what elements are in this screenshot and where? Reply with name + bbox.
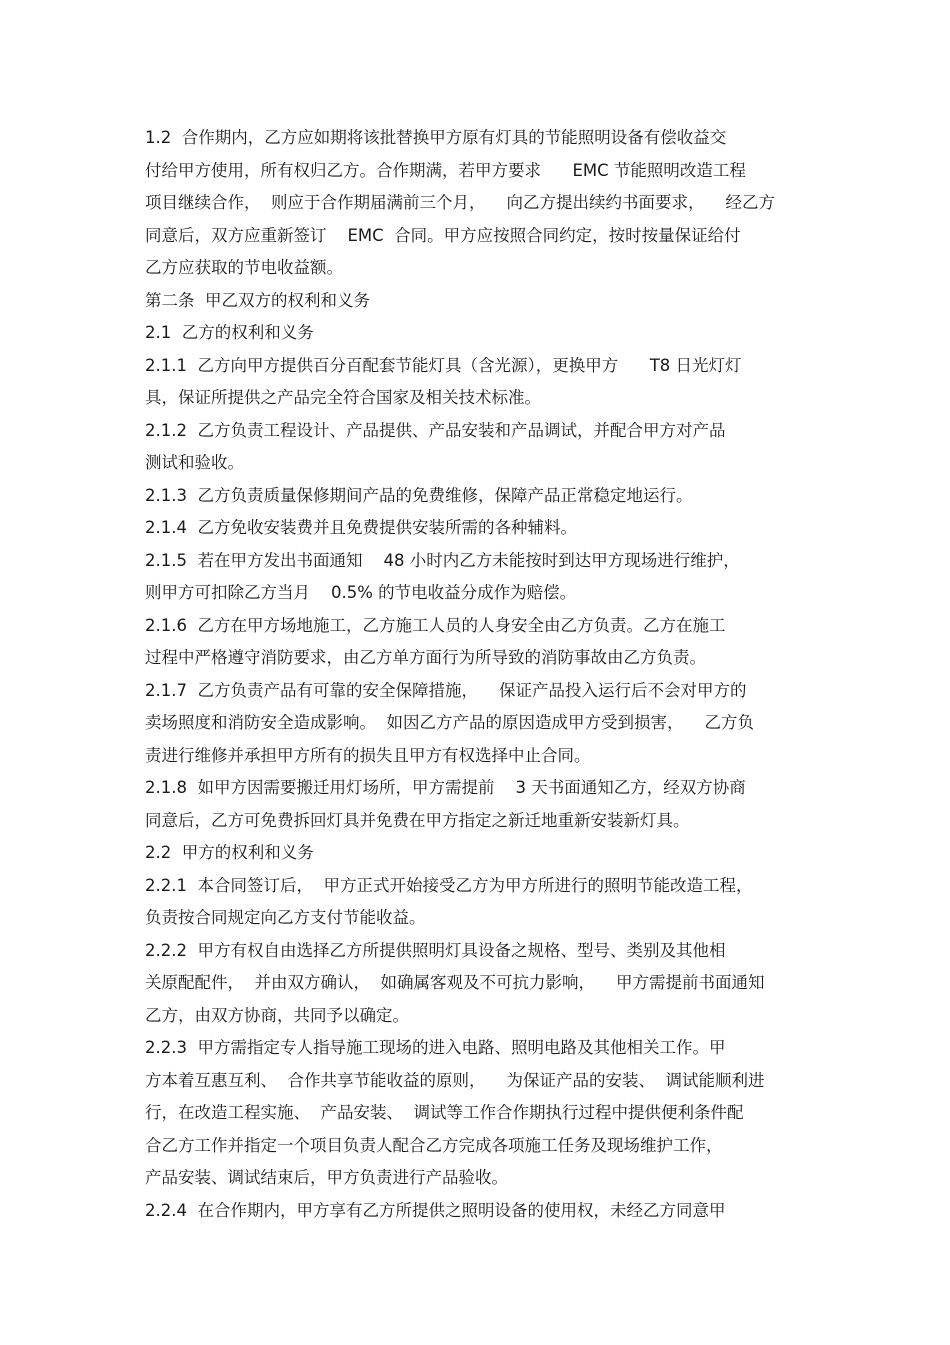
text-line: 行，在改造工程实施、 产品安装、 调试等工作合作期执行过程中提供便利条件配	[145, 1103, 744, 1122]
text-line: 1.2 合作期内，乙方应如期将该批替换甲方原有灯具的节能照明设备有偿收益交	[145, 128, 727, 147]
text-line: 2.1.2 乙方负责工程设计、产品提供、产品安装和产品调试，并配合甲方对产品	[145, 420, 726, 440]
text-line: 2.1.6 乙方在甲方场地施工，乙方施工人员的人身安全由乙方负责。乙方在施工	[145, 615, 726, 635]
text-line: 则甲方可扣除乙方当月 0.5% 的节电收益分成作为赔偿。	[145, 583, 577, 602]
text-line: 项目继续合作， 则应于合作期届满前三个月， 向乙方提出续约书面要求， 经乙方	[145, 193, 775, 212]
text-line: 2.1.1 乙方向甲方提供百分百配套节能灯具（含光源），更换甲方 T8 日光灯灯	[145, 355, 742, 375]
text-line: 2.2.3 甲方需指定专人指导施工现场的进入电路、照明电路及其他相关工作。甲	[145, 1038, 726, 1057]
text-line: 同意后，双方应重新签订 EMC 合同。甲方应按照合同约定，按时按量保证给付	[145, 225, 741, 245]
text-line: 2.2.2 甲方有权自由选择乙方所提供照明灯具设备之规格、型号、类别及其他相	[145, 940, 726, 960]
text-line: 2.2.4 在合作期内，甲方享有乙方所提供之照明设备的使用权，未经乙方同意甲	[145, 1200, 726, 1220]
text-line: 2.1.4 乙方免收安装费并且免费提供安装所需的各种辅料。	[145, 518, 577, 537]
section-heading: 第二条 甲乙双方的权利和义务	[145, 290, 370, 310]
text-line: 付给甲方使用，所有权归乙方。合作期满，若甲方要求 EMC 节能照明改造工程	[145, 160, 746, 180]
text-line: 产品安装、调试结束后，甲方负责进行产品验收。	[145, 1168, 508, 1187]
subsection-heading: 2.1 乙方的权利和义务	[145, 323, 314, 342]
text-line: 测试和验收。	[145, 453, 244, 472]
text-line: 责进行维修并承担甲方所有的损失且甲方有权选择中止合同。	[145, 745, 591, 765]
text-line: 2.1.8 如甲方因需要搬迁用灯场所，甲方需提前 3 天书面通知乙方，经双方协商	[145, 778, 746, 797]
text-line: 方本着互惠互利、 合作共享节能收益的原则， 为保证产品的安装、 调试能顺利进	[145, 1070, 765, 1090]
text-line: 2.2.1 本合同签订后， 甲方正式开始接受乙方为甲方所进行的照明节能改造工程，	[145, 875, 753, 895]
text-line: 负责按合同规定向乙方支付节能收益。	[145, 908, 426, 927]
contract-text-body	[145, 122, 810, 1227]
text-line: 2.1.7 乙方负责产品有可靠的安全保障措施， 保证产品投入运行后不会对甲方的	[145, 680, 747, 700]
text-line: 乙方，由双方协商，共同予以确定。	[145, 1005, 409, 1025]
text-line: 卖场照度和消防安全造成影响。 如因乙方产品的原因造成甲方受到损害， 乙方负	[145, 713, 754, 732]
text-line: 同意后，乙方可免费拆回灯具并免费在甲方指定之新迁地重新安装新灯具。	[145, 810, 690, 830]
subsection-heading: 2.2 甲方的权利和义务	[145, 843, 314, 862]
text-line: 合乙方工作并指定一个项目负责人配合乙方完成各项施工任务及现场维护工作，	[145, 1135, 723, 1155]
text-line: 乙方应获取的节电收益额。	[145, 258, 343, 277]
text-line: 2.1.3 乙方负责质量保修期间产品的免费维修，保障产品正常稳定地运行。	[145, 485, 693, 505]
text-line: 具，保证所提供之产品完全符合国家及相关技术标准。	[145, 388, 541, 407]
text-line: 过程中严格遵守消防要求，由乙方单方面行为所导致的消防事故由乙方负责。	[145, 648, 706, 667]
text-line: 关原配配件， 并由双方确认， 如确属客观及不可抗力影响， 甲方需提前书面通知	[145, 973, 765, 992]
text-line: 2.1.5 若在甲方发出书面通知 48 小时内乙方未能按时到达甲方现场进行维护，	[145, 550, 740, 570]
